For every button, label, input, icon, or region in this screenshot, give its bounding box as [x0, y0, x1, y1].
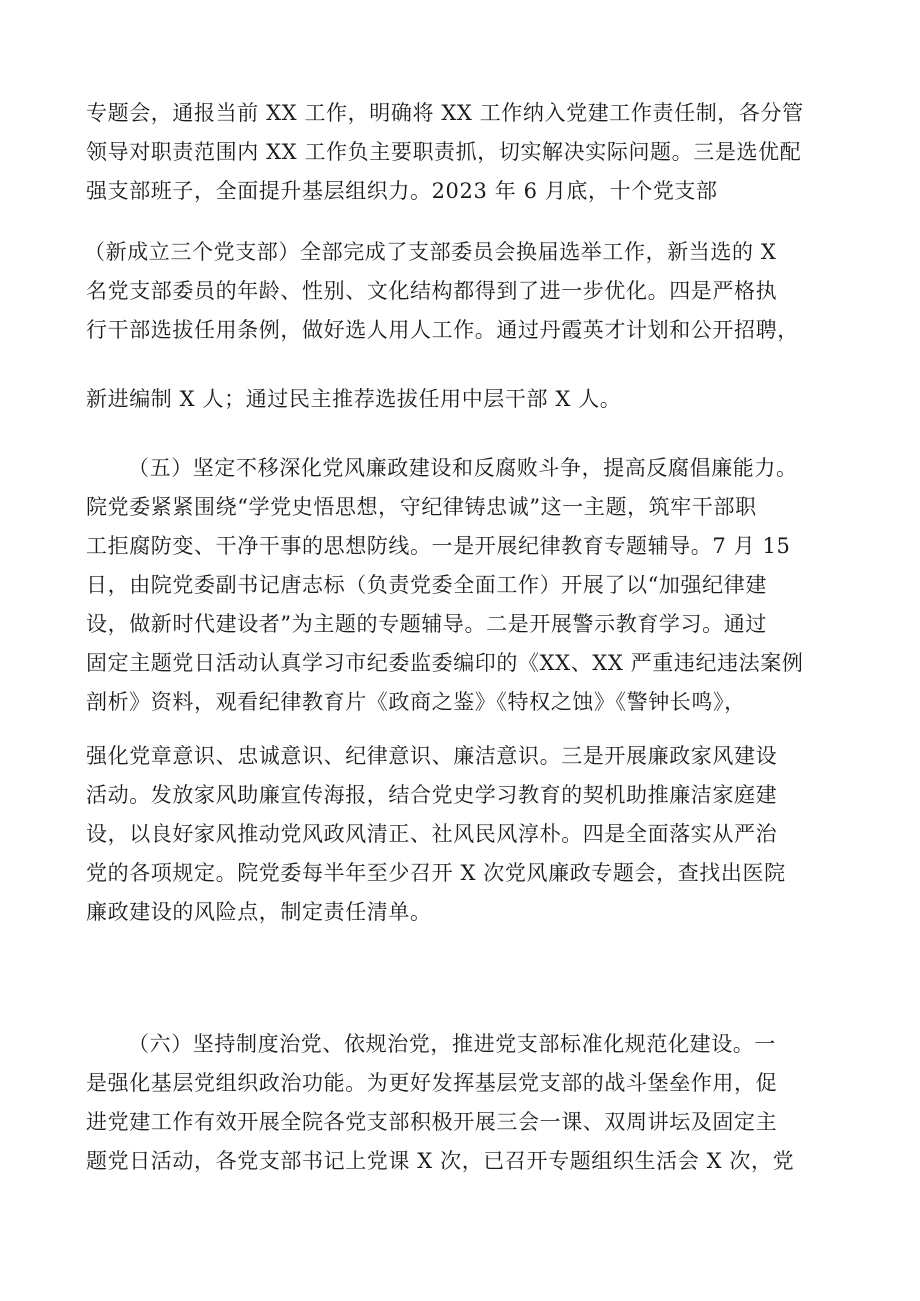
text-line: 领导对职责范围内 XX 工作负主要职责抓，切实解决实际问题。三是选优配	[86, 140, 802, 164]
section-heading-line: （五）坚定不移深化党风廉政建设和反腐败斗争，提高反腐倡廉能力。	[128, 456, 798, 480]
text-line: 剖析》资料，观看纪律教育片《政商之鉴》《特权之蚀》《警钟长鸣》，	[86, 690, 746, 714]
text-line: 行干部选拔任用条例，做好选人用人工作。通过丹霞英才计划和公开招聘，	[86, 318, 799, 342]
text-line: 固定主题党日活动认真学习市纪委监委编印的《XX、XX 严重违纪违法案例	[86, 651, 804, 675]
text-line: 题党日活动，各党支部书记上党课 X 次，已召开专题组织生活会 X 次，党	[86, 1149, 795, 1173]
text-line: 设，以良好家风推动党风政风清正、社风民风淳朴。四是全面落实从严治	[86, 822, 778, 846]
text-line: 新进编制 X 人；通过民主推荐选拔任用中层干部 X 人。	[86, 387, 622, 411]
section-heading-line: （六）坚持制度治党、依规治党，推进党支部标准化规范化建设。一	[128, 1032, 776, 1056]
text-line: 强支部班子，全面提升基层组织力。2023 年 6 月底，十个党支部	[86, 179, 718, 203]
text-line: 活动。发放家风助廉宣传海报，结合党史学习教育的契机助推廉洁家庭建	[86, 783, 778, 807]
text-line: 强化党章意识、忠诚意识、纪律意识、廉洁意识。三是开展廉政家风建设	[86, 744, 778, 768]
text-line: 党的各项规定。院党委每半年至少召开 X 次党风廉政专题会，查找出医院	[86, 861, 786, 885]
text-line: 日，由院党委副书记唐志标（负责党委全面工作）开展了以“加强纪律建	[86, 573, 767, 597]
text-line: 廉政建设的风险点，制定责任清单。	[86, 900, 432, 924]
text-line: （新成立三个党支部）全部完成了支部委员会换届选举工作，新当选的 X	[84, 240, 777, 264]
text-line: 设，做新时代建设者”为主题的专题辅导。二是开展警示教育学习。通过	[86, 612, 767, 636]
text-line: 工拒腐防变、干净干事的思想防线。一是开展纪律教育专题辅导。7 月 15	[86, 534, 791, 558]
text-line: 进党建工作有效开展全院各党支部积极开展三会一课、双周讲坛及固定主	[86, 1110, 778, 1134]
text-line: 名党支部委员的年龄、性别、文化结构都得到了进一步优化。四是严格执	[86, 279, 778, 303]
text-line: 院党委紧紧围绕“学党史悟思想，守纪律铸忠诚”这一主题，筑牢干部职	[86, 495, 757, 519]
text-line: 专题会，通报当前 XX 工作，明确将 XX 工作纳入党建工作责任制，各分管	[86, 101, 804, 125]
text-line: 是强化基层党组织政治功能。为更好发挥基层党支部的战斗堡垒作用，促	[86, 1071, 778, 1095]
